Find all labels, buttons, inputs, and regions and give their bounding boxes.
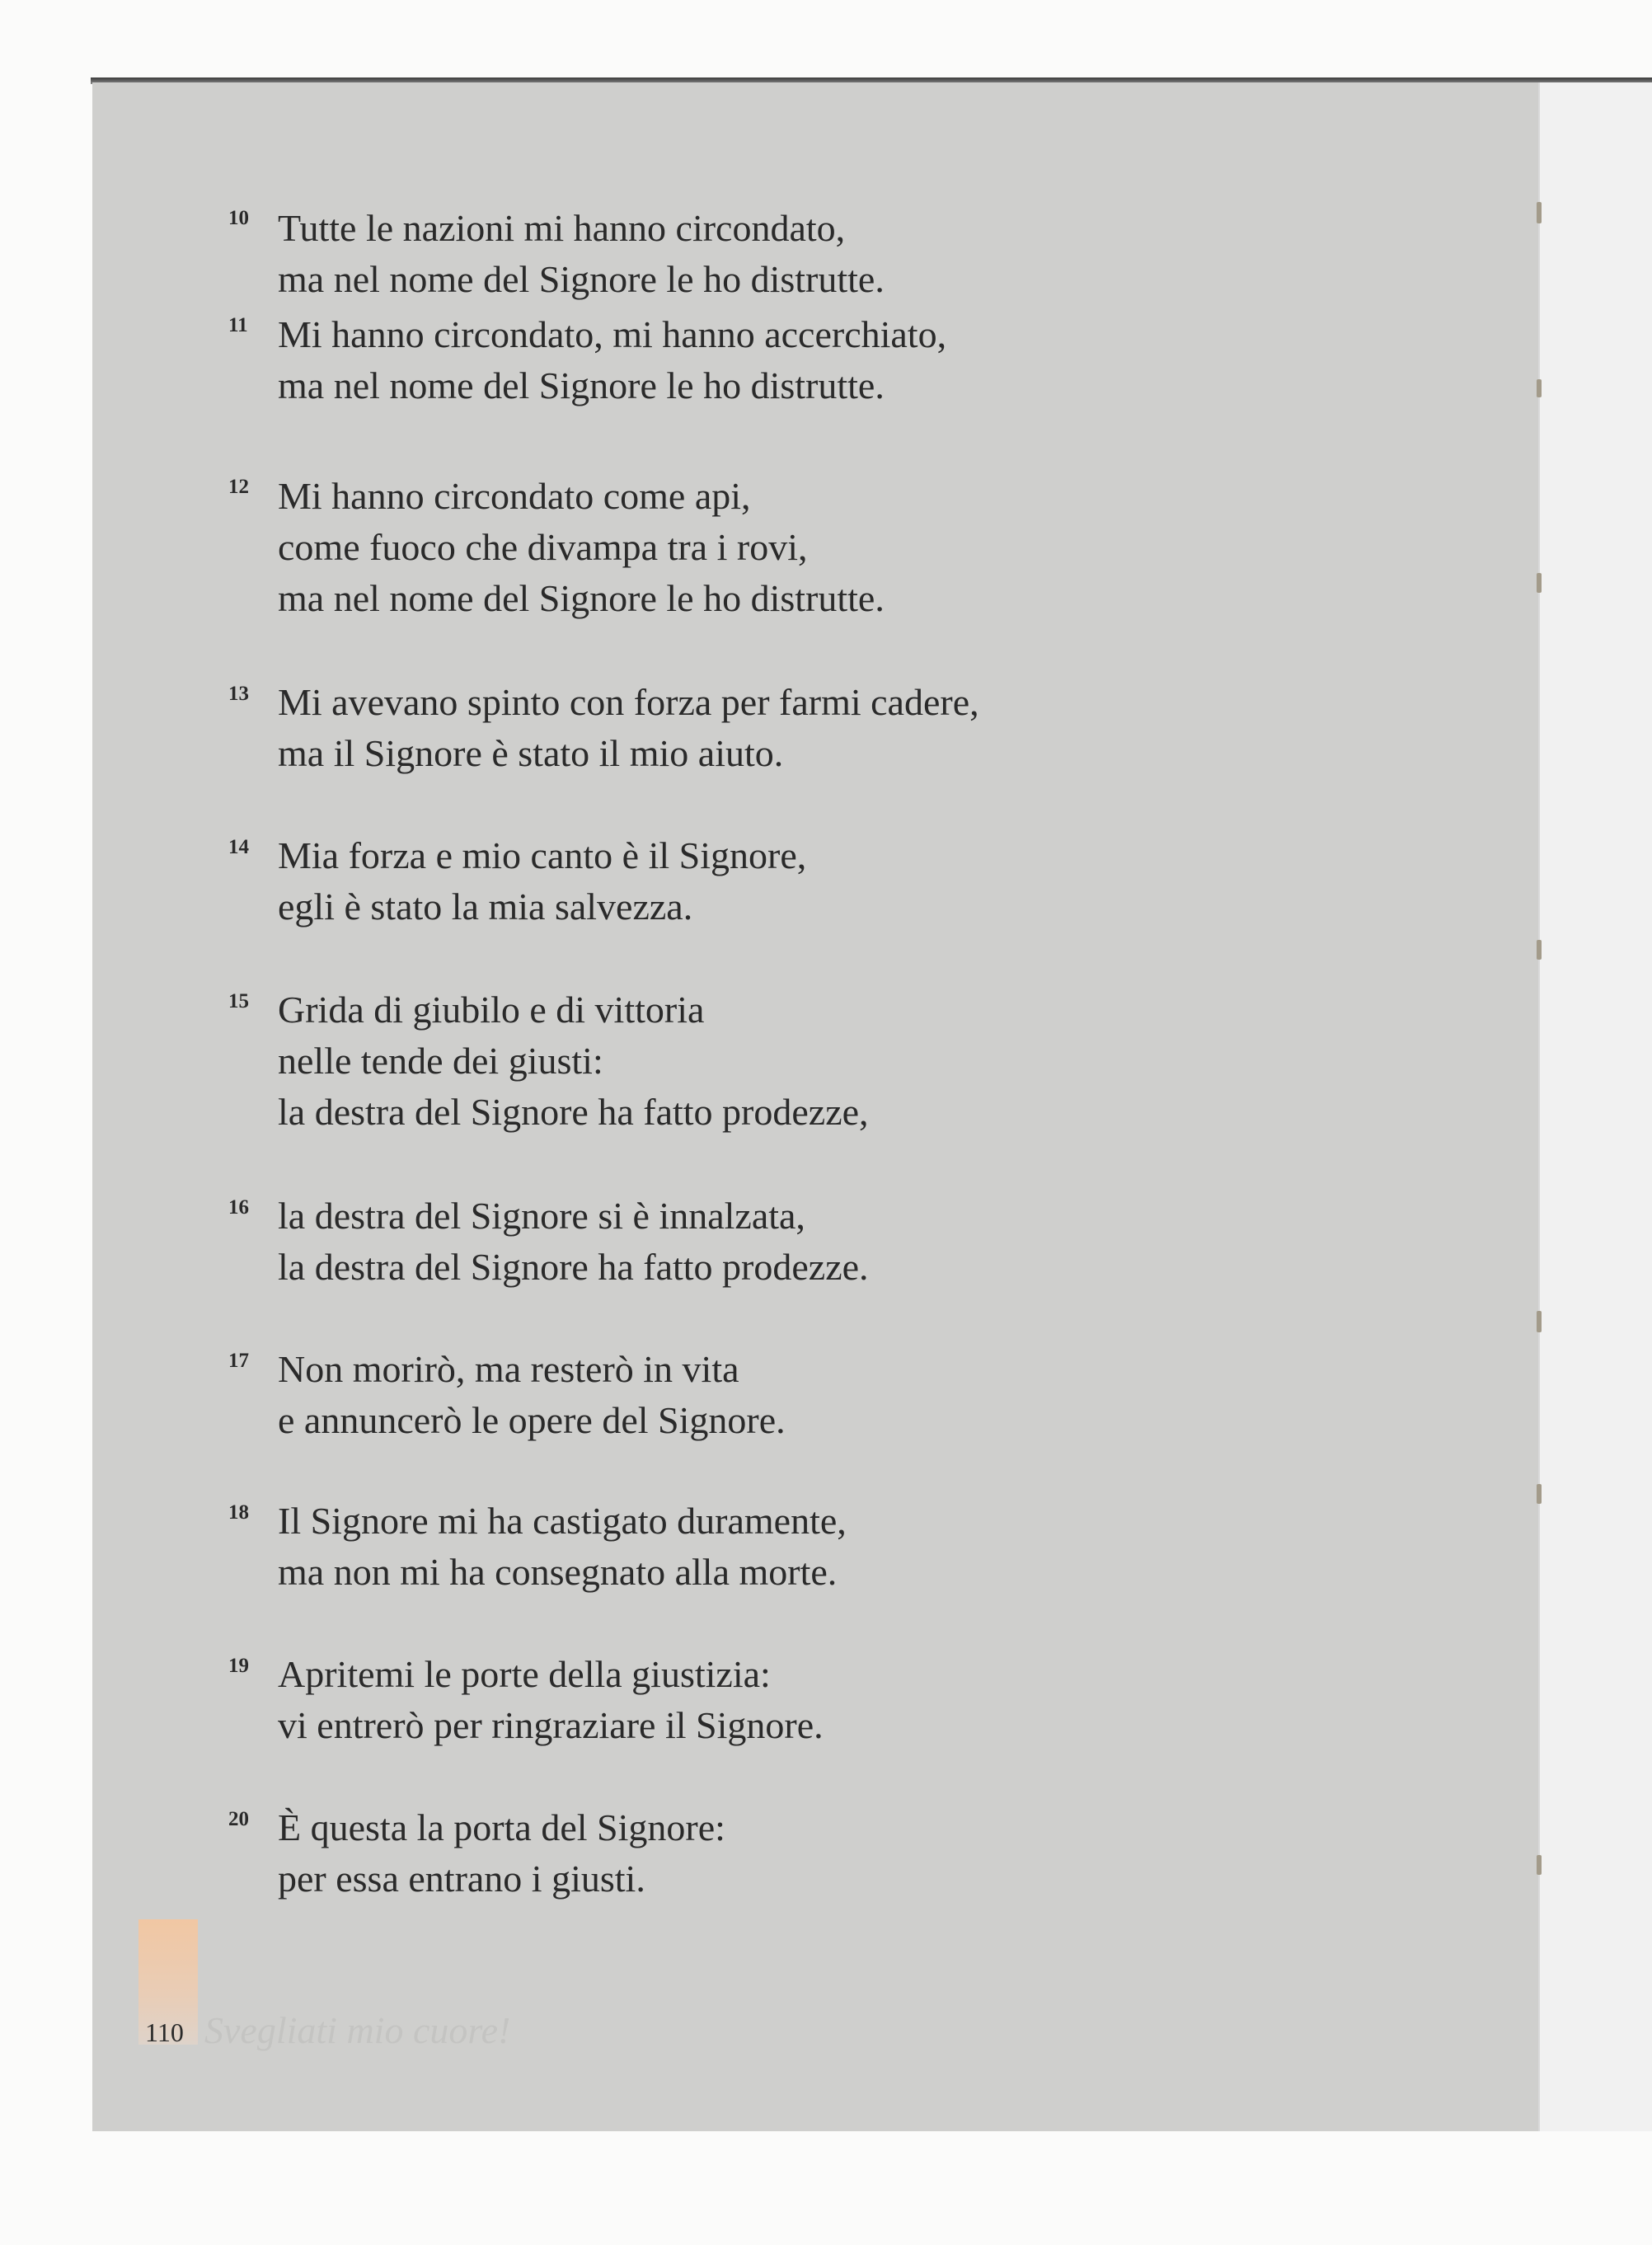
verse-line: ma nel nome del Signore le ho distrutte. bbox=[278, 364, 885, 406]
verse-number: 16 bbox=[228, 1196, 249, 1219]
verse-number: 18 bbox=[228, 1501, 249, 1524]
verse-line: Tutte le nazioni mi hanno circondato, bbox=[278, 207, 846, 249]
verse-line: la destra del Signore si è innalzata, bbox=[278, 1195, 805, 1237]
verse-line: Mia forza e mio canto è il Signore, bbox=[278, 834, 807, 876]
binding-mark bbox=[1537, 940, 1542, 960]
page-number: 110 bbox=[145, 2017, 184, 2047]
verse-line: come fuoco che divampa tra i rovi, bbox=[278, 526, 808, 568]
binding-mark bbox=[1537, 1311, 1542, 1332]
verse-number: 11 bbox=[228, 314, 248, 336]
verse-line: ma nel nome del Signore le ho distrutte. bbox=[278, 258, 885, 300]
running-title: Svegliati mio cuore! bbox=[204, 2009, 511, 2051]
binding-mark bbox=[1537, 379, 1542, 397]
verse-number: 14 bbox=[228, 836, 249, 858]
verse-line: Non morirò, ma resterò in vita bbox=[278, 1348, 739, 1390]
verse-line: nelle tende dei giusti: bbox=[278, 1040, 603, 1082]
verse-number: 20 bbox=[228, 1808, 249, 1830]
verse-number: 13 bbox=[228, 683, 249, 705]
verse-line: Il Signore mi ha castigato duramente, bbox=[278, 1500, 847, 1542]
binding-mark bbox=[1537, 1484, 1542, 1504]
verse-number: 12 bbox=[228, 476, 249, 498]
verse-line: per essa entrano i giusti. bbox=[278, 1858, 645, 1900]
verse-line: la destra del Signore ha fatto prodezze. bbox=[278, 1246, 869, 1288]
binding-mark bbox=[1537, 573, 1542, 593]
adjacent-page-edge bbox=[1538, 82, 1652, 2131]
verse-number: 15 bbox=[228, 990, 249, 1012]
verse-line: la destra del Signore ha fatto prodezze, bbox=[278, 1091, 869, 1133]
binding-mark bbox=[1537, 1855, 1542, 1875]
verse-line: Mi hanno circondato, mi hanno accerchiato, bbox=[278, 313, 947, 355]
verse-line: ma il Signore è stato il mio aiuto. bbox=[278, 732, 784, 774]
verse-line: vi entrerò per ringraziare il Signore. bbox=[278, 1704, 824, 1746]
verse-line: ma nel nome del Signore le ho distrutte. bbox=[278, 577, 885, 619]
verse-line: Mi hanno circondato come api, bbox=[278, 475, 751, 517]
verse-line: ma non mi ha consegnato alla morte. bbox=[278, 1551, 838, 1593]
book-page bbox=[92, 82, 1538, 2131]
verse-line: egli è stato la mia salvezza. bbox=[278, 885, 693, 928]
verse-number: 19 bbox=[228, 1655, 249, 1677]
verse-number: 17 bbox=[228, 1350, 249, 1372]
verse-line: Grida di giubilo e di vittoria bbox=[278, 989, 705, 1031]
verse-line: È questa la porta del Signore: bbox=[278, 1806, 725, 1848]
verse-line: e annuncerò le opere del Signore. bbox=[278, 1399, 786, 1441]
verse-line: Mi avevano spinto con forza per farmi cadere, bbox=[278, 681, 979, 723]
verse-number: 10 bbox=[228, 207, 249, 229]
binding-mark bbox=[1537, 202, 1542, 223]
verse-line: Apritemi le porte della giustizia: bbox=[278, 1653, 771, 1695]
verse-list bbox=[92, 82, 1538, 2131]
